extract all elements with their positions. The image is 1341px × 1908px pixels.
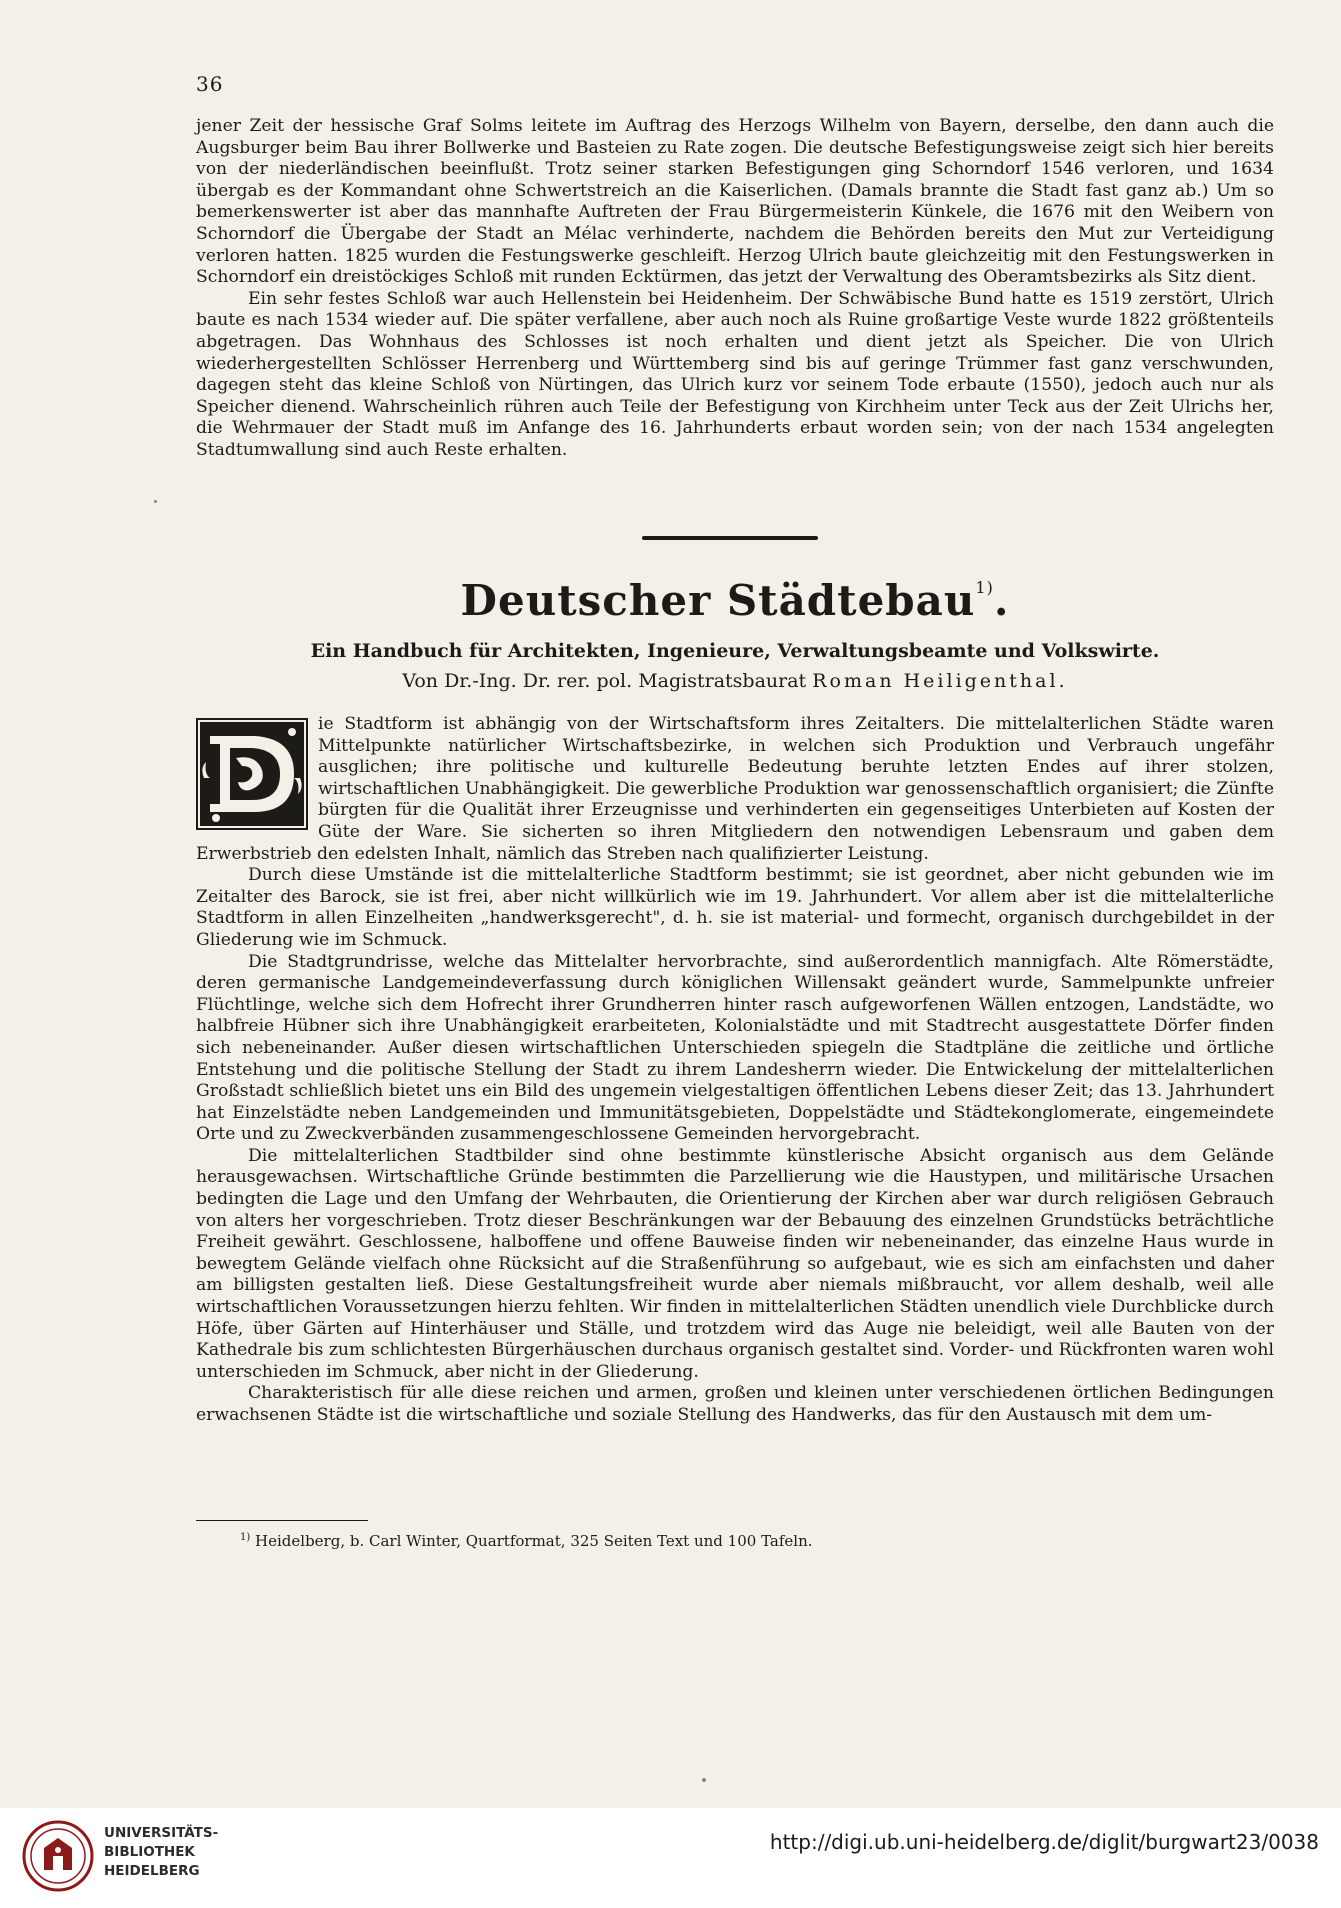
section-divider [642, 536, 818, 540]
intro-paragraph: jener Zeit der hessische Graf Solms leitete im Auftrag des Herzogs Wilhelm von Bayern, derselbe, den dann auch die Augsburger beim Bau ihrer Bollwerke und Basteien zu Rate zogen. Die deutsche Befestigungsweise zeigt sich hier bereits von der niederländischen beeinflußt. Trotz seiner starken Befestigungen ging Schorndorf 1546 verloren, und 1634 übergab es der Kommandant ohne Schwertstreich an die Kaiserlichen. (Damals brannte die Stadt fast ganz ab.) Um so bemerkenswerter ist aber das mannhafte Auftreten der Frau Bürgermeisterin Künkele, die 1676 mit den Weibern von Schorndorf die Übergabe der Stadt an Mélac verhinderte, nachdem die Behörden bereits den Mut zur Verteidigung verloren hatten. 1825 wurden die Festungswerke geschleift. Herzog Ulrich baute gleichzeitig mit den Festungswerken in Schorndorf ein dreistöckiges Schloß mit runden Ecktürmen, das jetzt der Verwaltung des Oberamtsbezirks als Sitz dient. [196, 116, 1274, 288]
article-title-text: Deutscher Städtebau [460, 576, 976, 625]
footnote-text: Heidelberg, b. Carl Winter, Quartformat, 325 Seiten Text und 100 Tafeln. [255, 1532, 813, 1550]
article-first-paragraph-text: ie Stadtform ist abhängig von der Wirtschaftsform ihres Zeitalters. Die mittelalterlichen Städte waren Mittelpunkte natürlicher Wirtschaftsbezirke, in welchen sich Produktion und Verbrauch ungefähr ausglichen; ihre politische und kulturelle Bedeutung beruhte letzten Endes auf ihrer stolzen, wirtschaftlichen Unabhängigkeit. Die gewerbliche Produktion war genossenschaftlich organisiert; die Zünfte bürgten für die Qualität ihrer Erzeugnisse und verhinderten ein gegenseitiges Unterbieten auf Kosten der Güte der Ware. Sie sicherten so ihren Mitgliedern den notwendigen Lebensraum und gaben dem Erwerbstrieb den edelsten Inhalt, nämlich das Streben nach qualifizierter Leistung. [196, 714, 1274, 864]
library-name-line: UNIVERSITÄTS- [104, 1825, 219, 1841]
article-paragraph: Durch diese Umstände ist die mittelalterliche Stadtform bestimmt; sie ist geordnet, aber nicht gebunden wie im Zeitalter des Barock, sie ist frei, aber nicht willkürlich wie im 19. Jahrhundert. Vor allem aber ist die mittelalterliche Stadtform in allen Einzelheiten „handwerksgerecht", d. h. sie ist material- und formecht, organisch durchgebildet in der Gliederung wie im Schmuck. [196, 865, 1274, 950]
library-name [104, 1824, 218, 1881]
page-number: 36 [196, 72, 224, 96]
article-paragraph: Die Stadtgrundrisse, welche das Mittelalter hervorbrachte, sind außerordentlich mannigfach. Alte Römerstädte, deren germanische Landgemeindeverfassung durch königlichen Willensakt geändert wurde, Sammelpunkte unfreier Flüchtlinge, welche sich dem Hofrecht ihrer Grundherren hinter rasch aufgeworfenen Wällen entzogen, Landstädte, wo halbfreie Hübner sich ihre Unabhängigkeit erarbeiteten, Kolonialstädte und mit Stadtrecht ausgestattete Dörfer finden sich nebeneinander. Außer diesen wirtschaftlichen Unterschieden spiegeln die Stadtpläne die zeitliche und örtliche Entstehung und die politische Stellung der Stadt zu ihrem Landesherrn wieder. Die Entwickelung der mittelalterlichen Großstadt schließlich bietet uns ein Bild des ungemein vielgestaltigen öffentlichen Lebens dieser Zeit; das 13. Jahrhundert hat Einzelstädte neben Landgemeinden und Immunitätsgebieten, Doppelstädte und Städtekonglomerate, eingemeindete Orte und zu Zweckverbänden zusammengeschlossene Gemeinden hervorgebracht. [196, 951, 1274, 1145]
article-paragraph: Charakteristisch für alle diese reichen und armen, großen und kleinen unter verschiedenen örtlichen Bedingungen erwachsenen Städte ist die wirtschaftliche und soziale Stellung des Handwerks, das für den Austausch mit dem um- [196, 1383, 1274, 1425]
intro-paragraph: Ein sehr festes Schloß war auch Hellenstein bei Heidenheim. Der Schwäbische Bund hatte es 1519 zerstört, Ulrich baute es nach 1534 wieder auf. Die später verfallene, aber auch noch als Ruine großartige Veste wurde 1822 größtenteils abgetragen. Das Wohnhaus des Schlosses ist noch erhalten und dient jetzt als Speicher. Die von Ulrich wiederhergestellten Schlösser Herrenberg und Württemberg sind bis auf geringe Trümmer fast ganz verschwunden, dagegen steht das kleine Schloß von Nürtingen, das Ulrich kurz vor seinem Tode erbaute (1550), jedoch auch nur als Speicher dienend. Wahrscheinlich rühren auch Teile der Befestigung von Kirchheim unter Teck aus der Zeit Ulrichs her, die Wehrmauer der Stadt muß im Anfange des 16. Jahrhunderts erbaut worden sein; von der nach 1534 angelegten Stadtumwallung sind auch Reste erhalten. [196, 288, 1274, 460]
library-name-line: BIBLIOTHEK [104, 1844, 195, 1860]
ornamental-initial-d-icon [196, 718, 308, 830]
intro-text [196, 116, 1274, 462]
university-seal-icon [22, 1820, 94, 1896]
footnote-marker: 1) [240, 1532, 251, 1543]
article-paragraph: Die mittelalterlichen Stadtbilder sind ohne bestimmte künstlerische Absicht organisch aus dem Gelände herausgewachsen. Wirtschaftliche Gründe bestimmten die Parzellierung wie die Haustypen, und militärische Ursachen bedingten die Lage und den Umfang der Wehrbauten, die Orientierung der Kirchen aber war durch religiösen Gebrauch von alters her vorgeschrieben. Trotz dieser Beschränkungen war der Bebauung des einzelnen Grundstücks beträchtliche Freiheit gewährt. Geschlossene, halboffene und offene Bauweise finden wir nebeneinander, das einzelne Haus wurde in bewegtem Gelände vielfach ohne Rücksicht auf die Straßenführung so aufgebaut, wie es sich am einfachsten und daher am billigsten gestalten ließ. Diese Gestaltungsfreiheit wurde aber niemals mißbraucht, vor allem deshalb, weil alle wirtschaftlichen Voraussetzungen hierzu fehlten. Wir finden in mittelalterlichen Städten unendlich viele Durchblicke durch Höfe, über Gärten auf Hinterhäuser und Ställe, und trotzdem wird das Auge nie beleidigt, weil alle Bauten von der Kathedrale bis zum schlichtesten Bürgerhäuschen durchaus organisch gestaltet sind. Vorder- und Rückfronten waren wohl unterschieden im Schmuck, aber nicht in der Gliederung. [196, 1145, 1274, 1382]
author-name: Roman Heiligenthal. [812, 670, 1068, 692]
article-author [196, 670, 1274, 692]
source-url-link[interactable]: http://digi.ub.uni-heidelberg.de/diglit/burgwart23/0038 [769, 1830, 1319, 1854]
scan-speck [702, 1778, 706, 1782]
article-title: Deutscher Städtebau$^{1)}$. [460, 576, 1010, 625]
footnote-divider [196, 1520, 368, 1521]
article-subtitle: Ein Handbuch für Architekten, Ingenieure, Verwaltungsbeamte und Volkswirte. [310, 640, 1160, 662]
scan-speck [154, 500, 157, 503]
footnote-reference: 1) [975, 578, 994, 597]
article-body [196, 714, 1274, 1427]
author-prefix: Von Dr.-Ing. Dr. rer. pol. Magistratsbaurat [402, 670, 807, 692]
article-first-paragraph [196, 714, 1274, 865]
library-name-line: HEIDELBERG [104, 1863, 200, 1879]
footnote [240, 1532, 813, 1550]
